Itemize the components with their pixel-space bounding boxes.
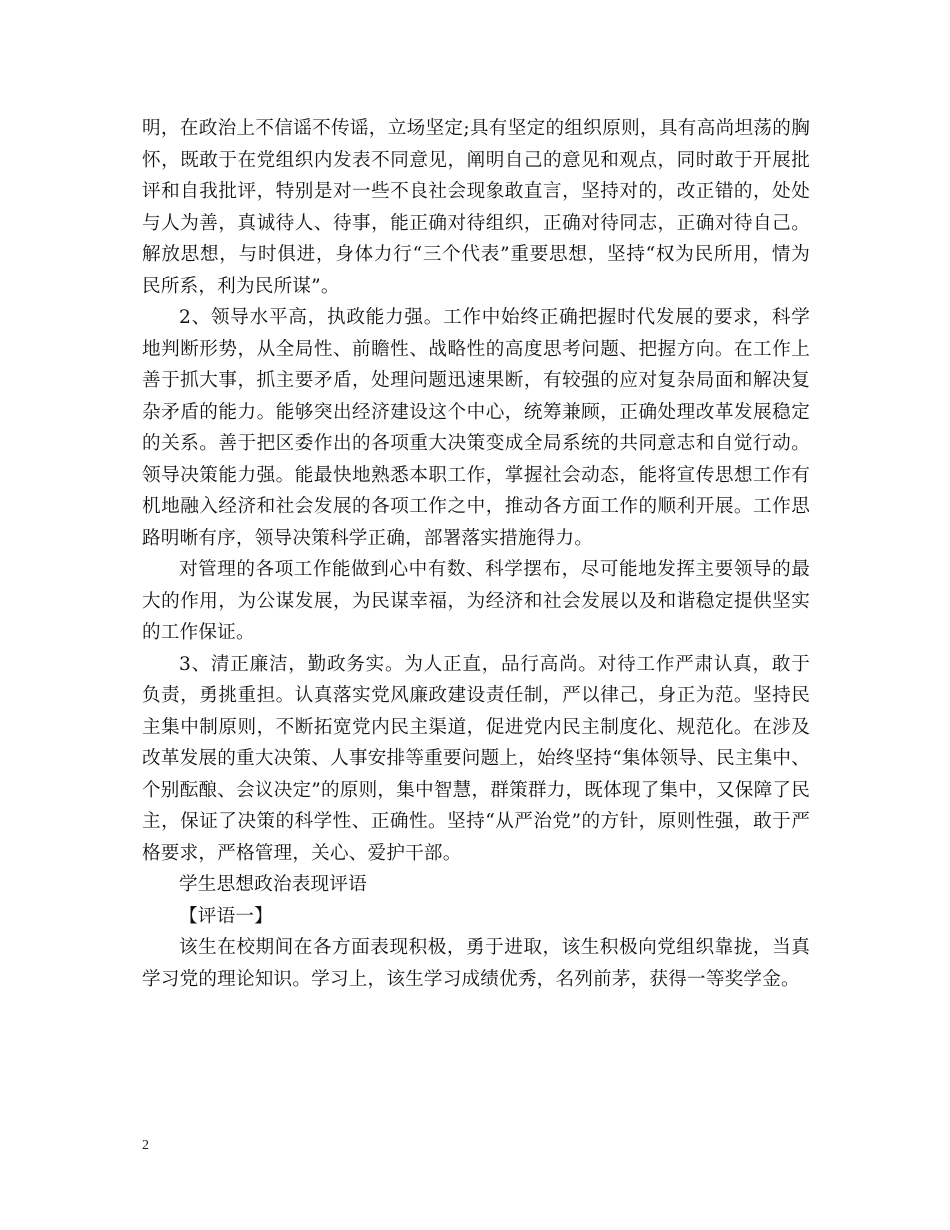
paragraph-leadership: 2、领导水平高，执政能力强。工作中始终正确把握时代发展的要求，科学地判断形势，从全局性、前瞻性、战略性的高度思考问题、把握方向。在工作上善于抓大事，抓主要矛盾，处理问题迅速果断，有较强的应对复杂局面和解决复杂矛盾的能力。能够突出经济建设这个中心，统筹兼顾，正确处理改革发展稳定的关系。善于把区委作出的各项重大决策变成全局系统的共同意志和自觉行动。领导决策能力强。能最快地熟悉本职工作，掌握社会动态，能将宣传思想工作有机地融入经济和社会发展的各项工作之中，推动各方面工作的顺利开展。工作思路明晰有序，领导决策科学正确，部署落实措施得力。 [142, 307, 810, 549]
paragraph-student-comment: 该生在校期间在各方面表现积极，勇于进取，该生积极向党组织靠拢，当真学习党的理论知识。学习上，该生学习成绩优秀，名列前茅，获得一等奖学金。 [142, 937, 810, 990]
paragraph-management: 对管理的各项工作能做到心中有数、科学摆布，尽可能地发挥主要领导的最大的作用，为公谋发展，为民谋幸福，为经济和社会发展以及和谐稳定提供坚实的工作保证。 [142, 559, 810, 643]
paragraph-continuation: 明，在政治上不信谣不传谣，立场坚定;具有坚定的组织原则，具有高尚坦荡的胸怀，既敢于在党组织内发表不同意见，阐明自己的意见和观点，同时敢于开展批评和自我批评，特别是对一些不良社会现象敢直言，坚持对的，改正错的，处处与人为善，真诚待人、待事，能正确对待组织，正确对待同志，正确对待自己。解放思想，与时俱进，身体力行“三个代表”重要思想，坚持“权为民所用，情为民所系，利为民所谋”。 [142, 118, 810, 297]
comment-label: 【评语一】 [179, 905, 273, 927]
section-heading: 学生思想政治表现评语 [179, 874, 367, 895]
paragraph-integrity: 3、清正廉洁，勤政务实。为人正直，品行高尚。对待工作严肃认真，敢于负责，勇挑重担。认真落实党风廉政建设责任制，严以律己，身正为范。坚持民主集中制原则，不断拓宽党内民主渠道，促进党内民主制度化、规范化。在涉及改革发展的重大决策、人事安排等重要问题上，始终坚持“集体领导、民主集中、个别酝酿、会议决定”的原则，集中智慧，群策群力，既体现了集中，又保障了民主，保证了决策的科学性、正确性。坚持“从严治党”的方针，原则性强，敢于严格要求，严格管理，关心、爱护干部。 [142, 653, 810, 864]
document-body [142, 113, 810, 995]
page-number: 2 [142, 1138, 149, 1153]
